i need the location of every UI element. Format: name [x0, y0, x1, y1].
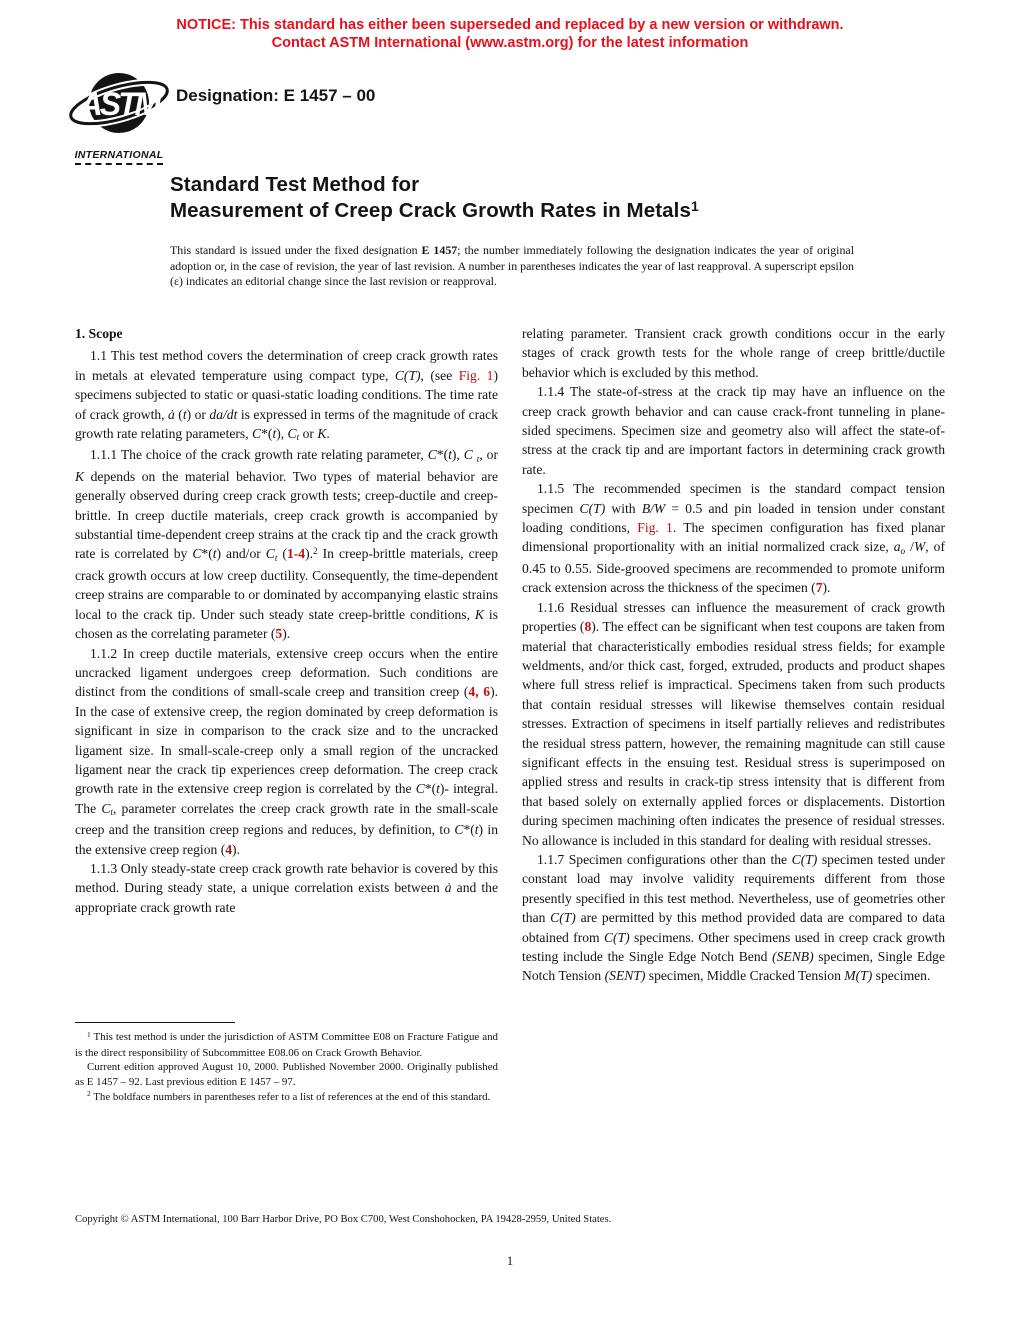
text-segment: t — [182, 406, 187, 422]
astm-logo — [64, 68, 174, 165]
paragraph: 1.1.7 Specimen configurations other than the C(T) specimen tested under constant load may involve validity requirements different from those presently specified in this test method. Nevertheless, use of geometries other than C(T) are permitted by this method provided data are compared to data obtained from C(T) specimens. Other specimens used in creep crack growth testing include the Single Edge Notch Bend (SENB) specimen, Single Edge Notch Tension (SENT) specimen, Middle Cracked Tension M(T) specimen. — [522, 851, 946, 984]
text-segment: B/W — [641, 500, 666, 516]
paragraph-continuation: relating parameter. Transient crack growth conditions occur in the early stages of crack growth tests for the whole range of creep brittle/ductile behavior which is excluded by this method. — [522, 326, 945, 380]
text-segment: 1 — [87, 1029, 91, 1039]
text-segment: 2 — [87, 1089, 91, 1099]
reference-link[interactable]: 8 — [584, 619, 592, 635]
footnote-divider — [75, 1022, 235, 1023]
text-segment: C — [287, 426, 297, 442]
footnote-paragraphs — [75, 1030, 498, 1106]
text-segment: t — [272, 426, 277, 442]
reference-link[interactable]: Fig. 1 — [458, 367, 494, 383]
paragraph: $^1$ This test method is under the jurisdiction of ASTM Committee E08 on Fracture Fatigue and is the direct responsibility of Subcommittee E08.06 on Crack Growth Behavior. — [75, 1029, 498, 1059]
paragraph: Current edition approved August 10, 2000. Published November 2000. Originally published as E 1457 – 92. Last previous edition E 1457 – 97. — [75, 1061, 498, 1089]
text-segment: M(T) — [844, 968, 873, 984]
page-number: 1 — [506, 1254, 514, 1268]
scope-left-paragraphs — [75, 346, 498, 917]
reference-link[interactable]: 4 — [225, 841, 233, 857]
notice-line-2: Contact ASTM International (www.astm.org) for the latest information — [271, 35, 749, 51]
paragraph: 1.1.5 The recommended specimen is the standard compact tension specimen C(T) with B/W = 0.5 and pin loaded in tension under constant loading conditions, Fig. 1. The specimen configuration has fixed planar dimensional proportionality with an initial normalized crack size, ao /W, of 0.45 to 0.55. Side-grooved specimens are recommended to promote uniform crack extension across the thickness of the specimen (7). — [522, 481, 946, 596]
text-segment: t — [436, 781, 440, 797]
text-segment: a — [893, 539, 901, 555]
text-segment: 2 — [313, 546, 318, 557]
text-segment: t — [474, 822, 479, 838]
paragraph: 1.1.4 The state-of-stress at the crack tip may have an influence on the creep crack growth behavior and can cause crack-front tunneling in plane-sided specimens. Specimen size and geometry also will affect the state-of-stress at the crack tip and are important factors in determining crack growth rate. — [522, 384, 945, 477]
superseded-notice — [0, 16, 1020, 52]
text-segment: W — [913, 539, 926, 555]
left-column — [75, 324, 498, 917]
text-segment: C(T) — [603, 929, 630, 945]
paragraph: 1.1.3 Only steady-state creep crack growth rate behavior is covered by this method. During steady state, a unique correlation exists between ȧ and the appropriate crack growth rate — [75, 860, 498, 915]
paragraph: $^2$ The boldface numbers in parentheses refer to a list of references at the end of this standard. — [87, 1089, 491, 1103]
standard-preamble: This standard is issued under the fixed designation E 1457; the number immediately following the designation indicates the year of original adoption or, in the case of revision, the year of last revision. A number in parentheses indicates the year of last reapproval. A superscript epsilon (ε) indicates an editorial change since the last revision or reapproval. — [170, 243, 854, 289]
text-segment: ȧ — [168, 406, 175, 422]
document-title — [170, 172, 699, 225]
title-line-1: Standard Test Method for — [170, 173, 420, 196]
astm-globe-icon — [66, 68, 172, 140]
text-segment: da/dt — [209, 406, 238, 422]
text-segment: C — [463, 447, 473, 463]
footer-copyright: Copyright © ASTM International, 100 Barr Harbor Drive, PO Box C700, West Conshohocken, PA 19428-2959, United States. — [75, 1214, 612, 1225]
text-segment: C — [252, 426, 262, 442]
text-segment: K — [474, 606, 484, 622]
text-segment: C — [192, 546, 202, 562]
text-segment: C — [265, 546, 275, 562]
text-segment: o — [900, 545, 906, 556]
reference-link[interactable]: 7 — [815, 580, 823, 596]
designation-text: Designation: E 1457 – 00 — [176, 86, 376, 105]
text-segment: C — [101, 800, 111, 816]
text-segment: ȧ — [444, 880, 452, 896]
reference-link[interactable]: 1-4 — [286, 546, 306, 562]
text-segment: C — [415, 781, 425, 797]
text-segment: K — [317, 426, 327, 442]
title-line-2: Measurement of Creep Crack Growth Rates in Metals$^1$ — [170, 197, 699, 222]
text-segment: t — [448, 447, 452, 463]
reference-link[interactable]: 5 — [275, 626, 283, 642]
notice-line-1: NOTICE: This standard has either been superseded and replaced by a new version or withdrawn. — [176, 17, 844, 33]
section-heading-scope: 1. Scope — [75, 326, 123, 341]
scope-right-paragraphs — [522, 382, 945, 986]
text-segment: t — [296, 432, 300, 443]
right-column — [522, 324, 945, 986]
astm-logo-acronym: ASTM — [79, 86, 159, 122]
reference-link[interactable]: 4, 6 — [468, 684, 491, 700]
reference-link[interactable]: Fig. 1 — [637, 520, 673, 536]
paragraph: 1.1 This test method covers the determination of creep crack growth rates in metals at elevated temperature using compact type, C(T), (see Fig. 1) specimens subjected to static or quasi-static loading conditions. The time rate of crack growth, ȧ (t) or da/dt is expressed in terms of the magnitude of crack growth rate relating parameters, C*(t), Ct or K. — [75, 348, 498, 443]
paragraph: 1.1.2 In creep ductile materials, extensive creep occurs when the entire uncracked ligament undergoes creep deformation. Such conditions are distinct from the conditions of small-scale creep and transition creep (4, 6). In the case of extensive creep, the region dominated by creep deformation is significant in size in comparison to the crack size and to the uncracked ligament size. In small-scale-creep only a small region of the uncracked ligament near the crack tip experiences creep deformation. The creep crack growth rate in the extensive creep region is correlated by the C*(t)- integral. The Ct, parameter correlates the creep crack growth rate in the small-scale creep and the transition creep regions and reduces, by definition, to C*(t) in the extensive creep region (4). — [75, 645, 499, 857]
text-segment: (SENT) — [604, 968, 646, 984]
astm-logo-international-label: INTERNATIONAL — [75, 149, 164, 165]
text-segment: C(T) — [394, 367, 421, 383]
text-segment: K — [75, 468, 85, 484]
text-segment: (SENB) — [772, 949, 814, 964]
text-segment: C — [427, 447, 437, 463]
text-segment: C(T) — [550, 910, 576, 926]
text-segment: C(T) — [791, 851, 818, 867]
text-segment: t — [212, 546, 217, 562]
text-segment: C(T) — [579, 500, 606, 516]
paragraph: 1.1.6 Residual stresses can influence the measurement of crack growth properties (8). The effect can be significant when test coupons are taken from material that characteristically embodies residual stress fields; for example weldments, and/or thick cast, forged, extruded, products and product shapes where full stress relief is impractical. Specimens taken from such products that contain residual stresses will likewise themselves contain residual stresses. Extraction of specimens in itself partially relieves and redistributes the residual stress pattern, however, the remaining magnitude can still cause significant effects in the ensuing test. Residual stress is superimposed on applied stress and results in crack-tip stress intensity that is different from that based solely on externally applied forces or displacements. Distortion during specimen machining often indicates the presence of residual stresses. No allowance is included in this standard for dealing with residual stresses. — [522, 599, 945, 848]
text-segment: t — [110, 807, 113, 818]
text-segment: t — [476, 453, 480, 464]
text-segment: C — [454, 822, 464, 838]
footnotes-block — [75, 1022, 498, 1106]
text-segment: 1 — [690, 197, 699, 214]
paragraph: 1.1.1 The choice of the crack growth rate relating parameter, C*(t), C t, or K depends on the material behavior. Two types of material behavior are generally observed during creep crack growth tests; creep-ductile and creep-brittle. In creep ductile materials, creep crack growth is accompanied by substantial time-dependent creep strains at the crack tip and the crack growth rate is correlated by C*(t) and/or Ct (1-4).$^2$ In creep-brittle materials, creep crack growth occurs at low creep ductility. Consequently, the time-dependent creep strains are comparable to or dominated by accompanying elastic strains local to the crack tip. Under such steady state creep-brittle conditions, K is chosen as the correlating parameter (5). — [75, 447, 499, 642]
text-segment: E 1457 — [421, 243, 458, 257]
text-segment: t — [274, 552, 278, 563]
